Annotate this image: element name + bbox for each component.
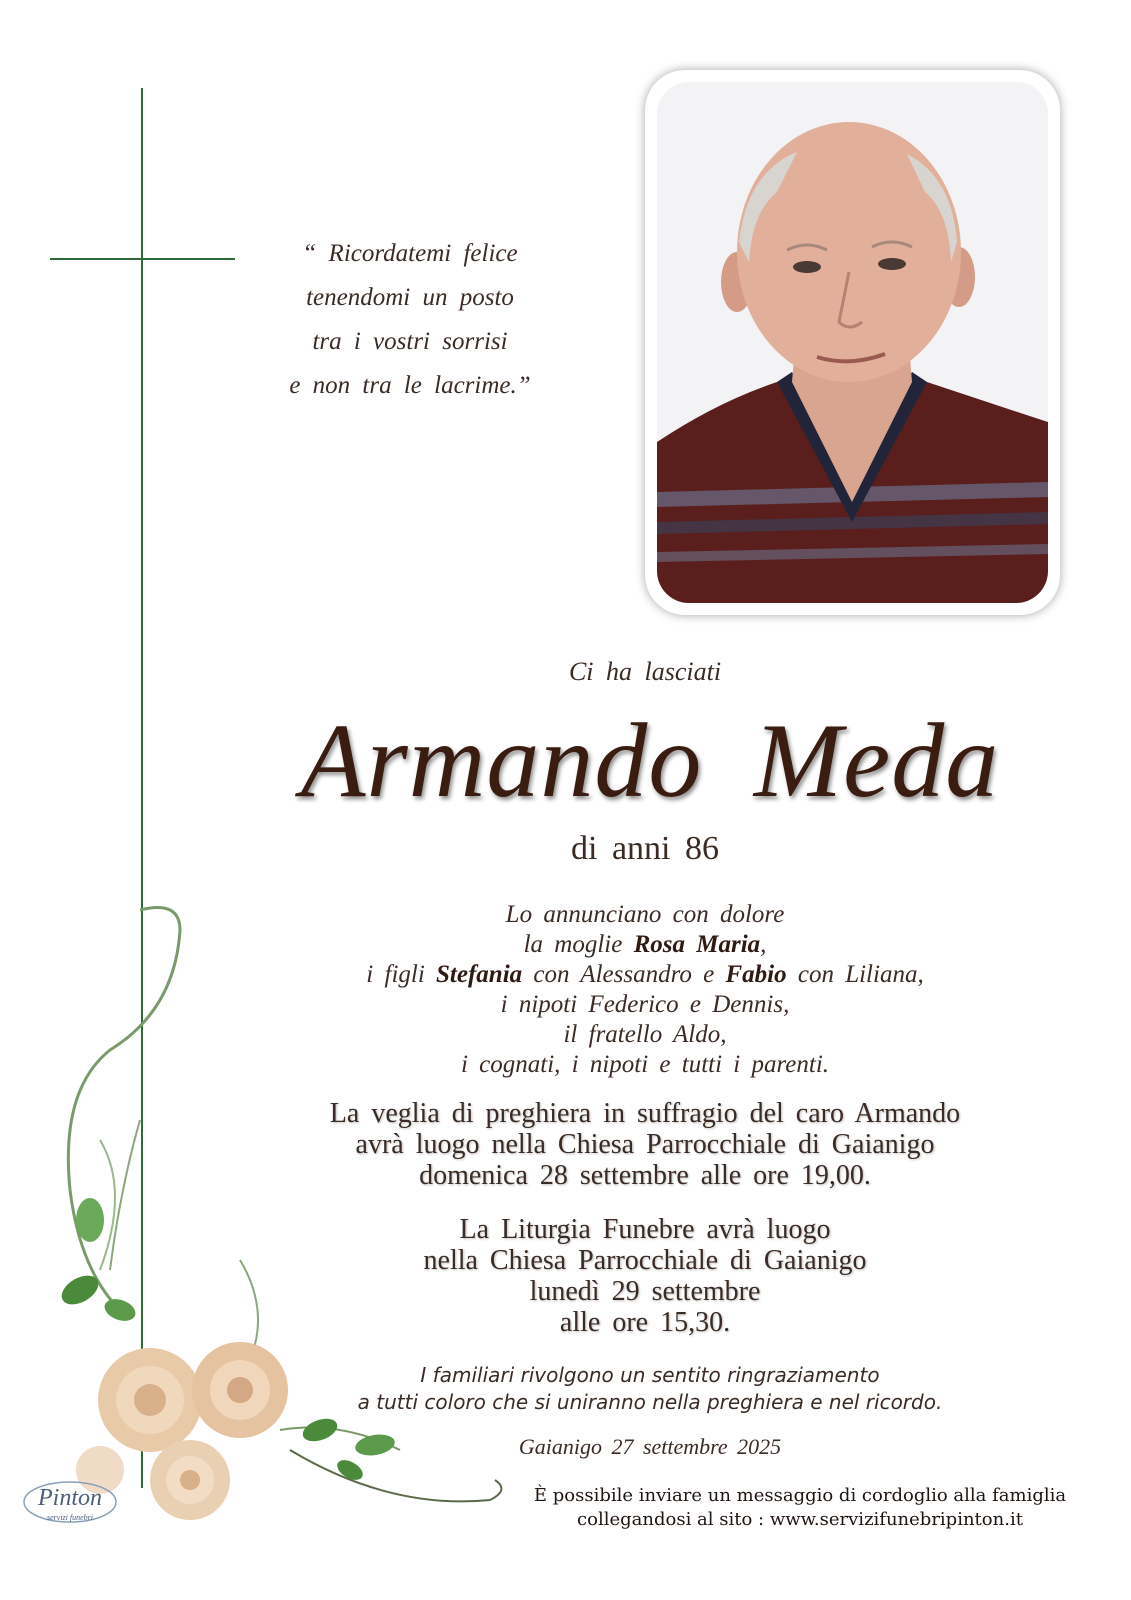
announce-line: i cognati, i nipoti e tutti i parenti. [460,1051,830,1078]
portrait-photo [657,82,1048,603]
quote-line: tenendomi un posto [306,284,514,311]
portrait-illustration [657,82,1048,603]
deceased-name: Armando Meda [300,702,1000,819]
portrait-frame [645,70,1060,615]
svg-text:servizi funebri: servizi funebri [47,1513,93,1522]
deceased-age: di anni 86 [571,830,719,867]
announce-line: la moglie Rosa Maria, [523,931,767,958]
svg-text:Pinton: Pinton [38,1485,102,1511]
thanks-line: a tutti coloro che si uniranno nella preghiera e nel ricordo. [357,1390,943,1414]
floral-decoration [40,890,510,1540]
funeral-line: nella Chiesa Parrocchiale di Gaianigo [423,1245,867,1276]
vigil-line: domenica 28 settembre alle ore 19,00. [419,1160,871,1191]
condolence-line: È possibile inviare un messaggio di cordoglio alla famiglia [533,1485,1067,1506]
condolence-note [500,1484,1100,1532]
vigil-line: avrà luogo nella Chiesa Parrocchiale di Gaianigo [355,1129,935,1160]
vigil-line: La veglia di preghiera in suffragio del caro Armando [329,1098,961,1129]
thanks-line: I familiari rivolgono un sentito ringraziamento [420,1363,880,1387]
announce-line: Lo annunciano con dolore [505,901,785,928]
place-date: Gaianigo 27 settembre 2025 [518,1434,782,1459]
funeral-line: lunedì 29 settembre [529,1276,761,1307]
quote-line: “ Ricordatemi felice [302,240,518,267]
announce-line: il fratello Aldo, [563,1021,727,1048]
memorial-quote [240,232,580,408]
funeral-line: alle ore 15,30. [559,1307,731,1338]
quote-line: e non tra le lacrime.” [289,372,531,399]
child-name: Stefania [436,961,523,988]
funeral-line: La Liturgia Funebre avrà luogo [459,1214,831,1245]
child-name: Fabio [725,961,787,988]
announce-line: i figli Stefania con Alessandro e Fabio con Liliana, [366,961,924,988]
wife-name: Rosa Maria [633,931,761,958]
condolence-line: collegandosi al sito : www.servizifunebripinton.it [577,1509,1023,1530]
intro-text: Ci ha lasciati [568,657,722,686]
pinton-logo [20,1472,120,1532]
cross-horizontal-line [50,258,235,260]
announce-line: i nipoti Federico e Dennis, [500,991,790,1018]
logo-mark [20,1472,120,1532]
quote-line: tra i vostri sorrisi [312,328,508,355]
